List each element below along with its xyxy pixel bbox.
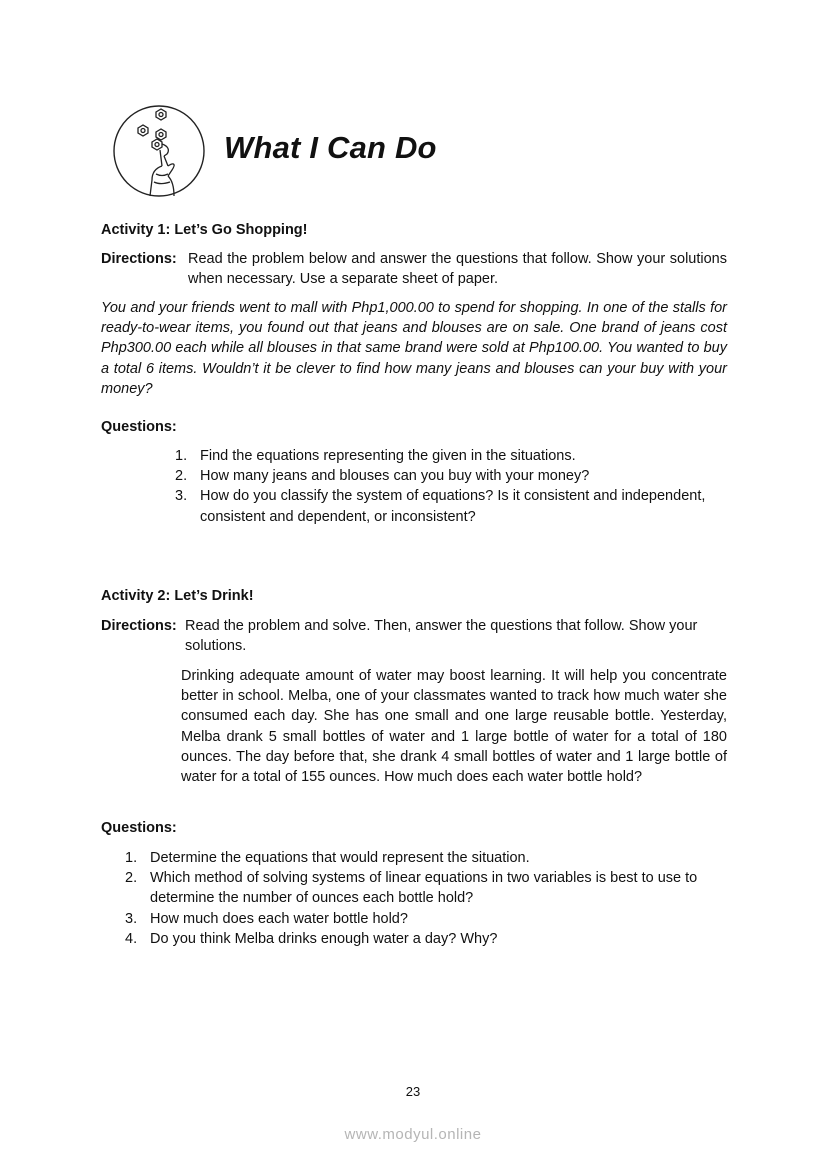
question-item: 3. How much does each water bottle hold? [125, 910, 408, 927]
activity-2-questions-list [125, 848, 728, 949]
question-item: 4. Do you think Melba drinks enough water a day? Why? [125, 930, 498, 947]
activity-1-questions-list [175, 446, 728, 527]
activity-1-title: Activity 1: Let’s Go Shopping! [101, 222, 308, 238]
activity-2-directions-label: Directions: [101, 618, 177, 634]
activity-1-directions-text: Read the problem below and answer the questions that follow. Show your solutions when necessary. Use a separate sheet of paper. [188, 251, 727, 288]
activity-2-questions-label: Questions: [101, 820, 177, 836]
activity-2-title: Activity 2: Let’s Drink! [101, 588, 254, 604]
question-item: 2. Which method of solving systems of linear equations in two variables is best to use to determine the number of ounces each bottle hold? [125, 870, 698, 907]
activity-2-problem: Drinking adequate amount of water may boost learning. It will help you concentrate better in school. Melba, one of your classmates wanted to track how much water she consumed each day. She has one small and one large reusable bottle. Yesterday, Melba drank 5 small bottles of water and 1 large bottle of water for a total of 180 ounces. The day before that, she drank 4 small bottles of water and 1 large bottle of water for a total of 155 ounces. How much does each water bottle hold? [181, 668, 727, 786]
question-item: 1. Find the equations representing the given in the situations. [175, 448, 576, 464]
hand-holding-nuts-icon [112, 104, 206, 198]
activity-1-problem: You and your friends went to mall with Php1,000.00 to spend for shopping. In one of the stalls for ready-to-wear items, you found out that jeans and blouses are on sale. One brand of jeans cost Php300.00 each while all blouses in that same brand were sold at Php100.00. You wanted to buy a total 6 items. Wouldn’t it be clever to find how many jeans and blouses can your buy with your money? [101, 300, 727, 397]
question-item: 2. How many jeans and blouses can you buy with your money? [175, 468, 590, 485]
activity-1-questions-label: Questions: [101, 419, 177, 435]
page-number: 23 [405, 1084, 421, 1099]
activity-1-directions-label: Directions: [101, 251, 177, 267]
question-item: 3. How do you classify the system of equations? Is it consistent and independent, consistent and dependent, or inconsistent? [175, 488, 706, 525]
page-title: What I Can Do [224, 130, 437, 165]
question-item: 1. Determine the equations that would represent the situation. [125, 850, 530, 866]
watermark: www.modyul.online [344, 1126, 482, 1143]
activity-2-directions-text: Read the problem and solve. Then, answer the questions that follow. Show your solutions. [185, 618, 698, 655]
